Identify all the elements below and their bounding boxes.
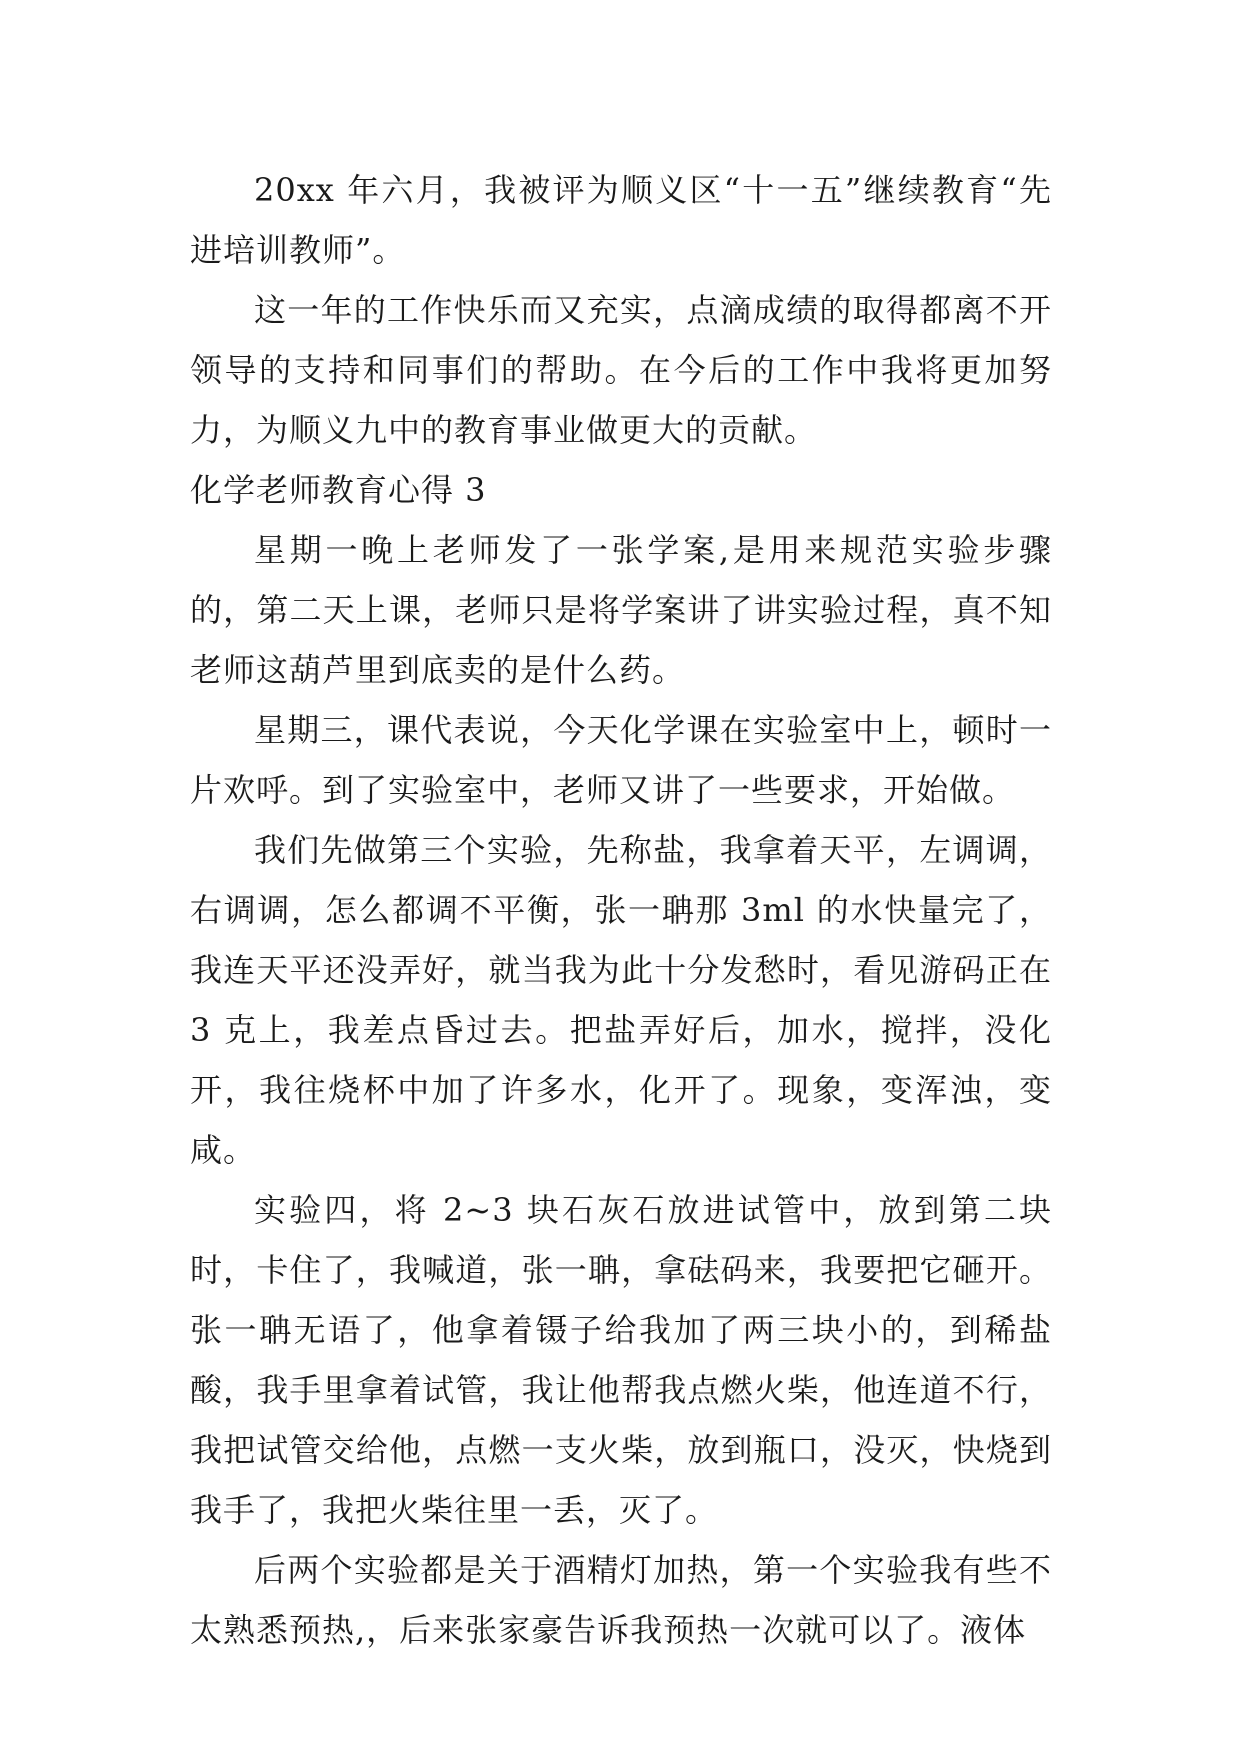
paragraph: 这一年的工作快乐而又充实，点滴成绩的取得都离不开领导的支持和同事们的帮助。在今后的工作中我将更加努力，为顺义九中的教育事业做更大的贡献。 — [190, 291, 1052, 449]
paragraph: 实验四，将 2~3 块石灰石放进试管中，放到第二块时，卡住了，我喊道，张一聃，拿砝码来，我要把它砸开。张一聃无语了，他拿着镊子给我加了两三块小的，到稀盐酸，我手里拿着试管，我让他帮我点燃火柴，他连道不行，我把试管交给他，点燃一支火柴，放到瓶口，没灭，快烧到我手了，我把火柴往里一丢，灭了。 — [190, 1191, 1052, 1529]
document-body — [190, 160, 1052, 1660]
paragraph: 星期三，课代表说，今天化学课在实验室中上，顿时一片欢呼。到了实验室中，老师又讲了一些要求，开始做。 — [190, 711, 1052, 809]
paragraph: 后两个实验都是关于酒精灯加热，第一个实验我有些不太熟悉预热,，后来张家豪告诉我预热一次就可以了。液体 — [190, 1551, 1052, 1649]
paragraph: 星期一晚上老师发了一张学案,是用来规范实验步骤的，第二天上课，老师只是将学案讲了讲实验过程，真不知老师这葫芦里到底卖的是什么药。 — [190, 531, 1052, 689]
paragraph: 20xx 年六月，我被评为顺义区“十一五”继续教育“先进培训教师”。 — [190, 171, 1052, 269]
section-heading: 化学老师教育心得 3 — [190, 471, 487, 509]
paragraph: 我们先做第三个实验，先称盐，我拿着天平，左调调，右调调，怎么都调不平衡，张一聃那 3ml 的水快量完了，我连天平还没弄好，就当我为此十分发愁时，看见游码正在 3 克上，我差点昏过去。把盐弄好后，加水，搅拌，没化开，我往烧杯中加了许多水，化开了。现象，变浑浊，变咸。 — [190, 831, 1052, 1169]
